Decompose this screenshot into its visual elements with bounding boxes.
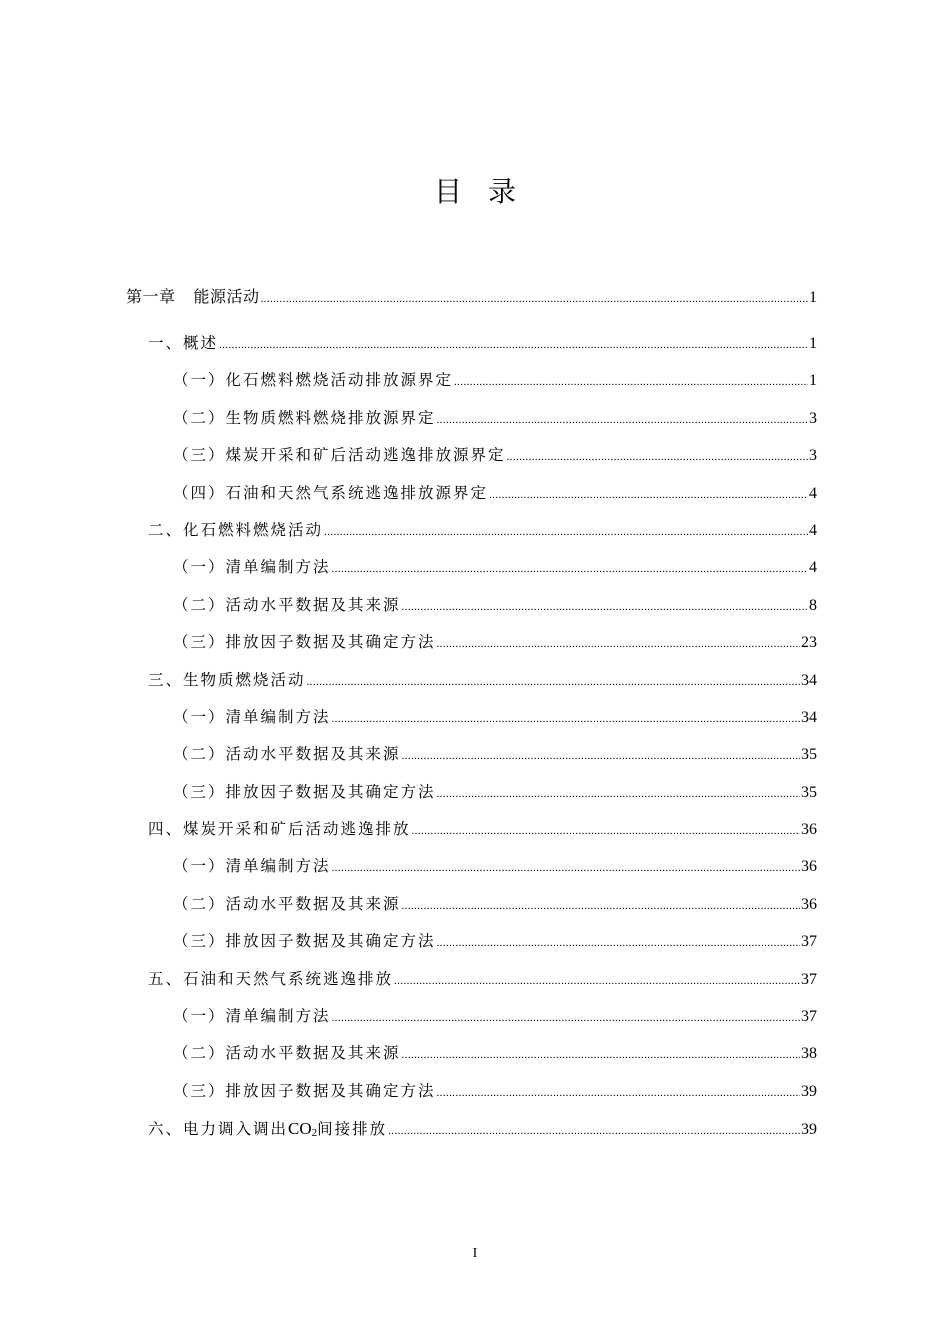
toc-page-number: 37 <box>801 1008 817 1026</box>
label-text: 六、电力调入调出 <box>148 1120 289 1139</box>
toc-entry-label: （三）排放因子数据及其确定方法 <box>173 1081 436 1100</box>
toc-page-number: 4 <box>809 521 817 539</box>
toc-page-number: 4 <box>809 484 817 502</box>
toc-entry-label: （四）石油和天然气系统逃逸排放源界定 <box>173 483 489 502</box>
toc-entry-section-1[interactable] <box>126 325 817 362</box>
toc-page-number: 3 <box>809 409 817 427</box>
toc-entry-label: 五、石油和天然气系统逃逸排放 <box>148 969 394 988</box>
toc-page-number: 4 <box>809 559 817 577</box>
toc-entry-label: （三）排放因子数据及其确定方法 <box>173 932 436 951</box>
toc-page-number: 23 <box>801 634 817 652</box>
toc-entry-chapter-1[interactable] <box>126 278 817 325</box>
toc-entry-label: （三）排放因子数据及其确定方法 <box>173 782 436 801</box>
toc-entry-subsection[interactable] <box>126 886 817 923</box>
toc-entry-label: （二）生物质燃料燃烧排放源界定 <box>173 408 436 427</box>
dot-leader <box>388 1113 800 1150</box>
toc-entry-section-3[interactable] <box>126 662 817 699</box>
dot-leader <box>402 1037 800 1074</box>
dot-leader <box>437 1075 800 1112</box>
table-of-contents <box>126 278 817 1148</box>
toc-page-number: 37 <box>801 970 817 988</box>
toc-entry-subsection[interactable] <box>126 400 817 437</box>
toc-page-number: 36 <box>801 858 817 876</box>
toc-page-number: 35 <box>801 746 817 764</box>
toc-entry-subsection[interactable] <box>126 923 817 960</box>
toc-entry-subsection[interactable] <box>126 736 817 773</box>
toc-page-number: 38 <box>801 1045 817 1063</box>
toc-entry-label: （三）煤炭开采和矿后活动逃逸排放源界定 <box>173 446 506 465</box>
toc-entry-label: （一）化石燃料燃烧活动排放源界定 <box>173 371 454 390</box>
dot-leader <box>332 551 808 588</box>
toc-entry-label: （一）清单编制方法 <box>173 558 331 577</box>
dot-leader <box>489 477 808 514</box>
toc-entry-label: （二）活动水平数据及其来源 <box>173 595 401 614</box>
dot-leader <box>437 626 800 663</box>
dot-leader <box>307 664 800 701</box>
toc-entry-label: 一、概述 <box>148 334 219 352</box>
toc-page-number: 39 <box>801 1082 817 1100</box>
toc-entry-subsection[interactable] <box>126 587 817 624</box>
toc-entry-subsection[interactable] <box>126 1073 817 1110</box>
dot-leader <box>402 888 800 925</box>
toc-entry-subsection[interactable] <box>126 998 817 1035</box>
toc-entry-label <box>126 278 260 315</box>
page-number: I <box>472 1246 478 1261</box>
toc-entry-subsection[interactable] <box>126 362 817 399</box>
toc-page-number: 39 <box>801 1121 817 1139</box>
dot-leader <box>437 776 800 813</box>
toc-page-number: 35 <box>801 783 817 801</box>
dot-leader <box>402 738 800 775</box>
toc-entry-subsection[interactable] <box>126 1035 817 1072</box>
toc-entry-subsection[interactable] <box>126 848 817 885</box>
label-text: 间接排放 <box>317 1120 388 1139</box>
toc-entry-label: （三）排放因子数据及其确定方法 <box>173 633 436 652</box>
toc-page-number: 34 <box>801 671 817 689</box>
toc-entry-subsection[interactable] <box>126 475 817 512</box>
toc-entry-subsection[interactable] <box>126 624 817 661</box>
co2-formula: $CO_2$ <box>288 1119 318 1140</box>
dot-leader <box>394 963 800 1000</box>
toc-entry-label: （二）活动水平数据及其来源 <box>173 745 401 764</box>
toc-entry-section-6[interactable] <box>126 1110 817 1147</box>
dot-leader <box>454 364 808 401</box>
dot-leader <box>402 589 808 626</box>
dot-leader <box>507 439 808 476</box>
dot-leader <box>412 813 800 850</box>
toc-entry-label: （二）活动水平数据及其来源 <box>173 1044 401 1063</box>
toc-entry-label: 四、煤炭开采和矿后活动逃逸排放 <box>148 820 411 839</box>
chapter-title: 能源活动 <box>193 287 260 306</box>
toc-entry-subsection[interactable] <box>126 699 817 736</box>
toc-entry-subsection[interactable] <box>126 774 817 811</box>
dot-leader <box>437 925 800 962</box>
dot-leader <box>437 402 808 439</box>
toc-page-number: 37 <box>801 933 817 951</box>
toc-entry-label: 二、化石燃料燃烧活动 <box>148 520 324 539</box>
toc-page-number: 3 <box>809 447 817 465</box>
toc-page-number: 1 <box>809 372 817 390</box>
dot-leader <box>324 514 808 551</box>
dot-leader <box>332 701 800 738</box>
toc-entry-label: （二）活动水平数据及其来源 <box>173 894 401 913</box>
toc-entry-label: 三、生物质燃烧活动 <box>148 670 306 689</box>
dot-leader <box>219 327 808 364</box>
chapter-number: 第一章 <box>126 287 176 306</box>
toc-entry-label: （一）清单编制方法 <box>173 857 331 876</box>
toc-entry-subsection[interactable] <box>126 549 817 586</box>
dot-leader <box>332 1000 800 1037</box>
dot-leader <box>332 850 800 887</box>
toc-entry-label <box>148 1110 387 1152</box>
toc-page-number: 1 <box>809 335 817 352</box>
toc-entry-subsection[interactable] <box>126 437 817 474</box>
dot-leader <box>261 281 808 318</box>
toc-entry-section-4[interactable] <box>126 811 817 848</box>
page-title: 目录 <box>433 175 542 208</box>
toc-page-number: 36 <box>801 821 817 839</box>
toc-page-number: 34 <box>801 708 817 726</box>
toc-entry-label: （一）清单编制方法 <box>173 1007 331 1026</box>
toc-page-number: 1 <box>809 289 817 306</box>
toc-page-number: 8 <box>809 596 817 614</box>
toc-entry-section-5[interactable] <box>126 961 817 998</box>
toc-entry-label: （一）清单编制方法 <box>173 707 331 726</box>
toc-page-number: 36 <box>801 895 817 913</box>
toc-entry-section-2[interactable] <box>126 512 817 549</box>
